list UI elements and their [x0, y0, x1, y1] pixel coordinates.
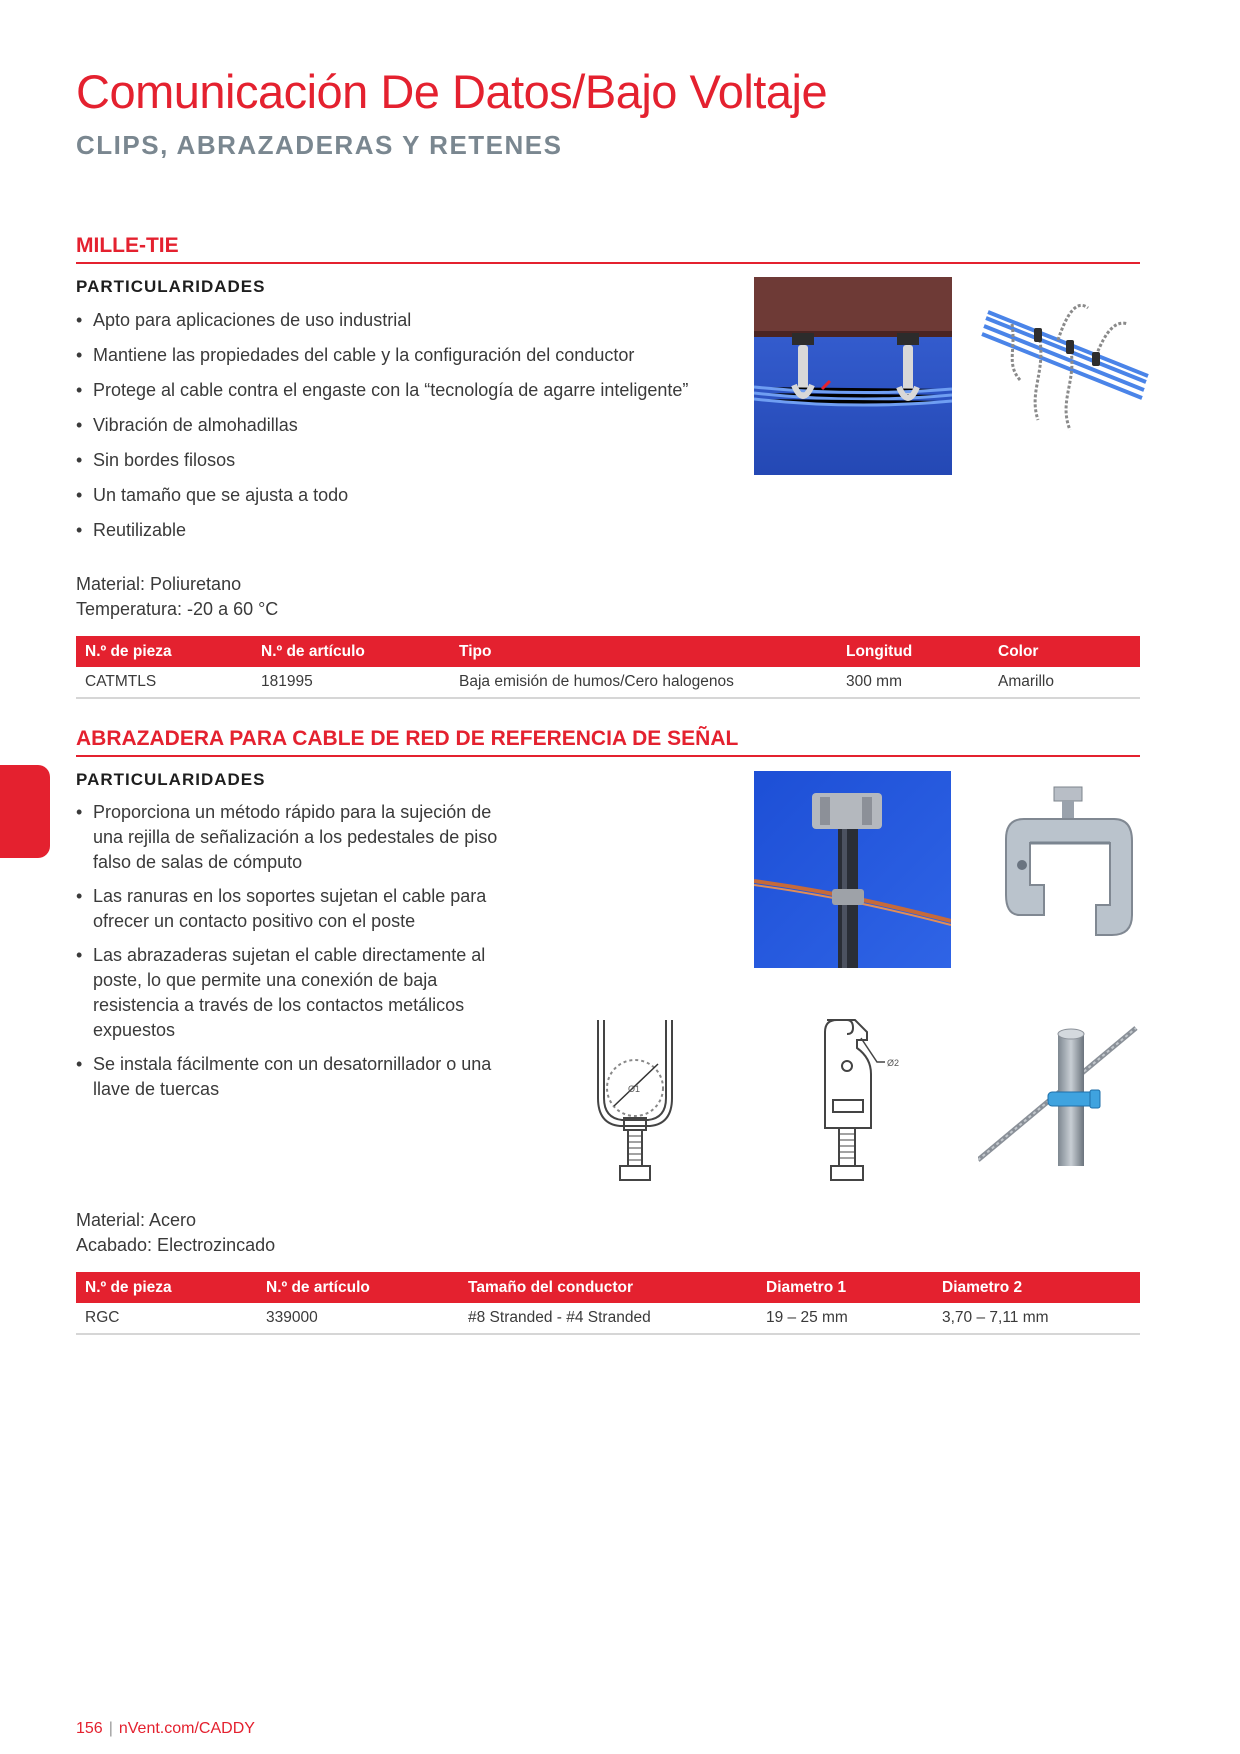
side-tab-marker [0, 765, 50, 858]
table-header-row [76, 636, 1140, 667]
material-text: Material: Acero [76, 1210, 197, 1230]
table-header-cell: Diametro 1 [757, 1272, 933, 1303]
table-cell: 3,70 – 7,11 mm [933, 1303, 1140, 1334]
feature-item: • Vibración de almohadillas [76, 413, 756, 438]
table-row [76, 667, 1140, 698]
feature-item: • Reutilizable [76, 518, 756, 543]
feature-item: • Proporciona un método rápido para la sujeción de una rejilla de señalización a los pedestales de piso falso de salas de cómputo [76, 800, 516, 875]
features-heading: PARTICULARIDADES [76, 277, 266, 296]
spec-table-mille-tie [76, 636, 1140, 699]
table-header-cell: Tamaño del conductor [459, 1272, 757, 1303]
product-photo-clamp [1000, 785, 1140, 950]
diagram-clamp-side [815, 1018, 925, 1188]
product-photo-installed [754, 277, 952, 475]
table-cell: Amarillo [989, 667, 1140, 698]
page-footer [76, 1720, 255, 1738]
temperature-text: Temperatura: -20 a 60 °C [76, 599, 279, 619]
finish-text: Acabado: Electrozincado [76, 1235, 276, 1255]
table-header-cell: Longitud [837, 636, 989, 667]
table-cell: 19 – 25 mm [757, 1303, 933, 1334]
diagram-label-d2: Ø2 [887, 1058, 900, 1068]
feature-item: • Las ranuras en los soportes sujetan el cable para ofrecer un contacto positivo con el poste [76, 884, 516, 934]
page-subtitle: CLIPS, ABRAZADERAS Y RETENES [76, 130, 563, 160]
product-photo-clamp-installed [754, 771, 951, 968]
feature-item: • Se instala fácilmente con un desatornillador o una llave de tuercas [76, 1052, 516, 1102]
features-heading: PARTICULARIDADES [76, 770, 266, 789]
table-cell: #8 Stranded - #4 Stranded [459, 1303, 757, 1334]
diagram-clamp-front [590, 1018, 680, 1188]
feature-item: • Apto para aplicaciones de uso industrial [76, 308, 756, 333]
table-header-cell: Tipo [450, 636, 837, 667]
feature-item: • Sin bordes filosos [76, 448, 756, 473]
feature-item: • Un tamaño que se ajusta a todo [76, 483, 756, 508]
page-number: 156 [76, 1720, 103, 1737]
section-title-mille-tie: MILLE-TIE [76, 234, 1140, 264]
table-header-row [76, 1272, 1140, 1303]
diagram-label-d1: Ø1 [628, 1084, 641, 1094]
feature-item: • Protege al cable contra el engaste con la “tecnología de agarre inteligente” [76, 378, 756, 403]
feature-list [76, 308, 756, 543]
feature-item: • Mantiene las propiedades del cable y la configuración del conductor [76, 343, 756, 368]
table-cell: 339000 [257, 1303, 459, 1334]
table-header-cell: N.º de artículo [257, 1272, 459, 1303]
table-row [76, 1303, 1140, 1334]
table-header-cell: N.º de artículo [252, 636, 450, 667]
footer-separator: | [108, 1720, 113, 1737]
table-cell: CATMTLS [76, 667, 252, 698]
table-cell: Baja emisión de humos/Cero halogenos [450, 667, 837, 698]
section-title-signal-clamp: ABRAZADERA PARA CABLE DE RED DE REFERENCIA DE SEÑAL [76, 727, 1140, 757]
table-header-cell: Color [989, 636, 1140, 667]
feature-item: • Las abrazaderas sujetan el cable directamente al poste, lo que permite una conexión de baja resistencia a través de los contactos metálicos expuestos [76, 943, 516, 1043]
product-photo-ties [978, 290, 1150, 440]
table-header-cell: Diametro 2 [933, 1272, 1140, 1303]
diagram-clamp-3d [978, 1020, 1138, 1170]
table-cell: RGC [76, 1303, 257, 1334]
footer-link[interactable]: nVent.com/CADDY [118, 1720, 255, 1737]
page-title: Comunicación De Datos/Bajo Voltaje [76, 65, 828, 118]
table-header-cell: N.º de pieza [76, 1272, 257, 1303]
table-cell: 300 mm [837, 667, 989, 698]
spec-table-signal-clamp [76, 1272, 1140, 1335]
material-text: Material: Poliuretano [76, 574, 242, 594]
table-cell: 181995 [252, 667, 450, 698]
table-header-cell: N.º de pieza [76, 636, 252, 667]
feature-list [76, 800, 516, 1102]
